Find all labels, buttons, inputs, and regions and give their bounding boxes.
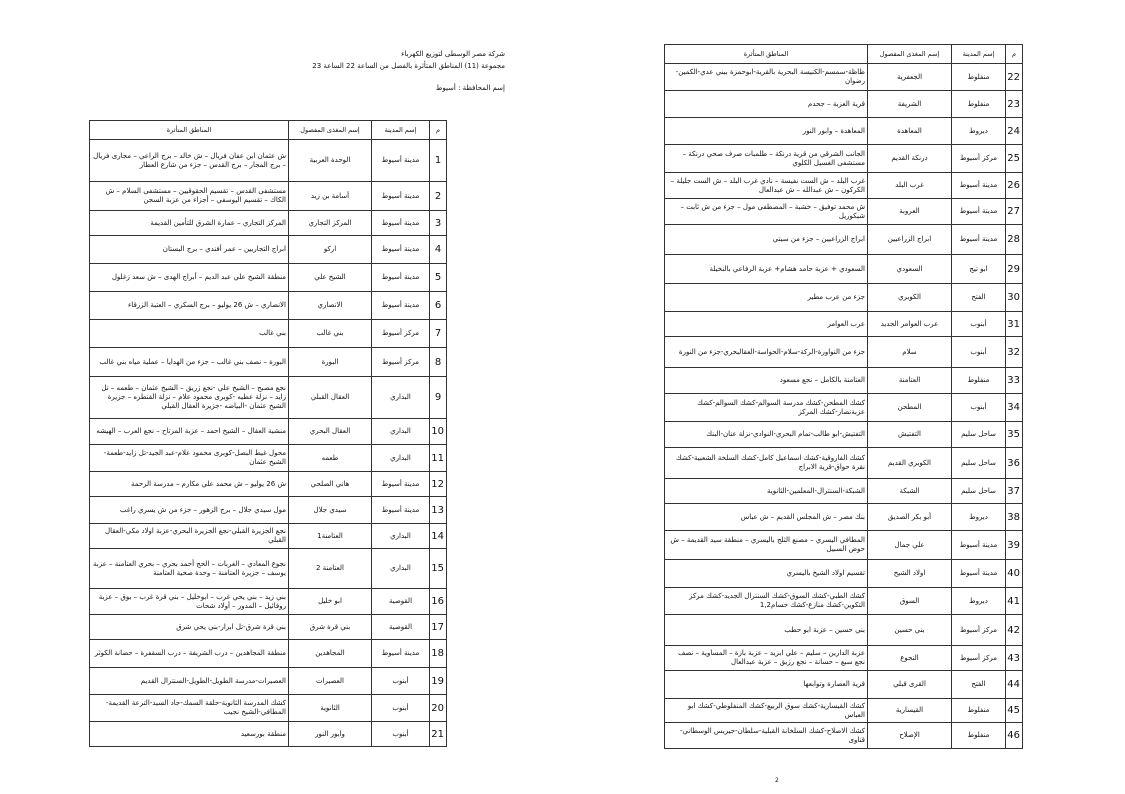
row-city: ابو تيج xyxy=(952,255,1006,284)
row-number: 33 xyxy=(1006,368,1023,394)
row-city: أبنوب xyxy=(952,394,1006,422)
row-areas: جزء من عرب مطير xyxy=(665,284,868,312)
row-number: 31 xyxy=(1006,312,1023,337)
row-feeder: الوحدة العربية xyxy=(289,140,372,182)
row-feeder: سيدي جلال xyxy=(289,497,372,524)
row-number: 22 xyxy=(1006,64,1023,91)
row-areas: عرب العوامر xyxy=(665,312,868,337)
row-number: 20 xyxy=(430,695,447,722)
row-number: 39 xyxy=(1006,531,1023,560)
table-row xyxy=(90,182,447,211)
row-number: 15 xyxy=(430,549,447,589)
row-city: مدينة أسيوط xyxy=(372,640,430,668)
row-number: 8 xyxy=(430,348,447,377)
row-areas: كشك الفاروقية-كشك اسماعيل كامل-كشك السلخة الشعبية-كشك نقرة حواق-قرية الابراج xyxy=(665,448,868,479)
row-city: مركز أسيوط xyxy=(372,320,430,348)
row-feeder: هاني الصلحي xyxy=(289,472,372,497)
row-areas: السعودي + عزبة حامد هشام+ عزبة الرفاعي بالنخيلة xyxy=(665,255,868,284)
row-number: 1 xyxy=(430,140,447,182)
table-row xyxy=(665,504,1023,531)
table-body-right xyxy=(665,64,1023,749)
page-number: 2 xyxy=(775,777,779,784)
row-number: 40 xyxy=(1006,560,1023,588)
row-feeder: علي جمال xyxy=(868,531,952,560)
row-feeder: السعودي xyxy=(868,255,952,284)
table-row xyxy=(90,264,447,292)
row-number: 29 xyxy=(1006,255,1023,284)
row-number: 30 xyxy=(1006,284,1023,312)
row-areas: المعاهدة – وابور النور xyxy=(665,118,868,145)
row-city: مركز أسيوط xyxy=(952,615,1006,646)
row-feeder: بني غالب xyxy=(289,320,372,348)
row-city: ديروط xyxy=(952,588,1006,615)
table-row xyxy=(90,722,447,747)
row-city: مدينة أسيوط xyxy=(372,472,430,497)
group-title: مجموعة (11) المناطق المتأثرة بالفصل من الساعة 22 الساعة 23 xyxy=(312,62,505,70)
row-city: البداري xyxy=(372,549,430,589)
table-row xyxy=(665,531,1023,560)
table-row xyxy=(665,615,1023,646)
row-city: مدينة أسيوط xyxy=(372,292,430,320)
table-row xyxy=(665,646,1023,671)
row-number: 44 xyxy=(1006,671,1023,699)
row-areas: منطقة بورسعيد xyxy=(90,722,289,747)
row-number: 23 xyxy=(1006,91,1023,118)
row-feeder: غرب البلد xyxy=(868,173,952,199)
row-number: 19 xyxy=(430,668,447,695)
row-city: أبنوب xyxy=(952,312,1006,337)
row-city: منفلوط xyxy=(952,368,1006,394)
row-feeder: المركز التجاري xyxy=(289,211,372,236)
row-city: مدينة أسيوط xyxy=(372,497,430,524)
row-feeder: الشبكة xyxy=(868,479,952,504)
row-city: مدينة أسيوط xyxy=(952,560,1006,588)
table-row xyxy=(90,589,447,615)
row-areas: الجانب الشرقي من قرية درنكة – طلمبات صرف صحي درنكة – مستشفى الغسيل الكلوي xyxy=(665,145,868,173)
row-number: 2 xyxy=(430,182,447,211)
table-row xyxy=(665,368,1023,394)
table-header-row xyxy=(665,45,1023,64)
col-header-areas: المناطق المتأثرة xyxy=(90,121,289,140)
row-city: مدينة أسيوط xyxy=(372,211,430,236)
row-city: مدينة أسيوط xyxy=(372,182,430,211)
row-feeder: ابراج الزراعيين xyxy=(868,225,952,255)
row-city: مدينة أسيوط xyxy=(372,140,430,182)
table-row xyxy=(90,140,447,182)
table-body-left xyxy=(90,140,447,747)
row-areas: نجوع المعادي – الغربات – الحج أحمد بحري – بحري العتامنة – عزبة يوسف – جزيرة العتامنة – وحدة صحية العتامنة xyxy=(90,549,289,589)
row-city: القوصية xyxy=(372,589,430,615)
row-number: 42 xyxy=(1006,615,1023,646)
row-areas: العتامنة بالكامل – نجع مسعود xyxy=(665,368,868,394)
table-row xyxy=(90,549,447,589)
row-number: 3 xyxy=(430,211,447,236)
row-number: 10 xyxy=(430,419,447,445)
row-feeder: الإصلاح xyxy=(868,723,952,749)
row-areas: ش 26 يوليو – ش محمد علي مكارم – مدرسة الرحمة xyxy=(90,472,289,497)
row-areas: قرية العزبة – جحدم xyxy=(665,91,868,118)
row-feeder: العقال القبلي xyxy=(289,377,372,419)
row-city: مدينة أسيوط xyxy=(372,236,430,264)
row-areas: كشك الطبي-كشك السوق-كشك السنترال الجديد-كشك مركز التكوين-كشك منازع-كشك حسام1,2 xyxy=(665,588,868,615)
row-number: 18 xyxy=(430,640,447,668)
row-number: 7 xyxy=(430,320,447,348)
row-areas: قرية العصارة وتوابعها xyxy=(665,671,868,699)
row-feeder: درنكة القديم xyxy=(868,145,952,173)
row-number: 25 xyxy=(1006,145,1023,173)
row-number: 17 xyxy=(430,615,447,640)
row-number: 21 xyxy=(430,722,447,747)
row-number: 41 xyxy=(1006,588,1023,615)
row-feeder: الانصاري xyxy=(289,292,372,320)
row-areas: نجع الجزيرة القبلي-نجع الجزيرة البحري-عزبة اولاد مكي-العقال القبلي xyxy=(90,524,289,549)
row-areas: منشية العقال – الشيخ احمد – عزبة المرتاح – نجع العرب – الهيشه xyxy=(90,419,289,445)
table-row xyxy=(90,497,447,524)
row-city: ساحل سليم xyxy=(952,448,1006,479)
row-number: 27 xyxy=(1006,199,1023,225)
row-areas: بني قرة شرق-تل ابرار-بني يحي شرق xyxy=(90,615,289,640)
table-row xyxy=(665,91,1023,118)
company-name: شركة مصر الوسطى لتوزيع الكهرباء xyxy=(401,50,505,58)
row-areas: كشك المطحن-كشك مدرسة السوالم-كشك السوالم-كشك عزبةنصار-كشك المركز xyxy=(665,394,868,422)
table-row xyxy=(665,118,1023,145)
row-areas: ظاظة-سمسم-الكنيسة البحرية بالقرية-ابوحمزة ببني عدي-الكمين-رضوان xyxy=(665,64,868,91)
row-feeder: القرى قبلي xyxy=(868,671,952,699)
row-feeder: أسامة بن زيد xyxy=(289,182,372,211)
row-number: 43 xyxy=(1006,646,1023,671)
row-number: 35 xyxy=(1006,422,1023,448)
row-feeder: الثانوية xyxy=(289,695,372,722)
row-city: منفلوط xyxy=(952,699,1006,723)
row-areas: منطقة المجاهدين – درب الشريفة – درب السقفرة – حضانة الكوثر xyxy=(90,640,289,668)
col-header-feeder: إسم المغذى المفصول xyxy=(868,45,952,64)
table-row xyxy=(665,422,1023,448)
row-city: ديروط xyxy=(952,118,1006,145)
row-number: 11 xyxy=(430,445,447,472)
row-feeder: العتامنة 2 xyxy=(289,549,372,589)
row-feeder: المجاهدين xyxy=(289,640,372,668)
col-header-city: إسم المدينة xyxy=(952,45,1006,64)
row-city: القوصية xyxy=(372,615,430,640)
row-number: 38 xyxy=(1006,504,1023,531)
table-row xyxy=(665,225,1023,255)
row-city: ساحل سليم xyxy=(952,422,1006,448)
col-header-feeder: إسم المغذى المفصول xyxy=(289,121,372,140)
row-feeder: عرب العوامر الجديد xyxy=(868,312,952,337)
row-areas: نجع مصبح – الشيخ علي -نجع زريق – الشيخ عثمان – طعمه – تل زايد – نزلة عطيه -كوبرى محمود علام – نزلة القنطره – جزيرة الشيخ عثمان -البياضه -جزيرة العقال القبلي xyxy=(90,377,289,419)
row-city: مدينة أسيوط xyxy=(952,199,1006,225)
row-city: الفتح xyxy=(952,671,1006,699)
row-areas: بنك مصر – ش المجلس القديم – ش عباس xyxy=(665,504,868,531)
table-row xyxy=(665,723,1023,749)
row-feeder: الشيخ علي xyxy=(289,264,372,292)
table-row xyxy=(665,448,1023,479)
row-city: البداري xyxy=(372,377,430,419)
row-areas: جزء من النواورة-الركة-سلام-الحواسة-العقالبحري-جزء من النورة xyxy=(665,337,868,368)
table-row xyxy=(665,394,1023,422)
row-city: مركز أسيوط xyxy=(952,145,1006,173)
row-city: منفلوط xyxy=(952,723,1006,749)
table-row xyxy=(665,588,1023,615)
outage-table-right xyxy=(664,44,1023,749)
col-header-num: م xyxy=(1006,45,1023,64)
row-feeder: الكوبري القديم xyxy=(868,448,952,479)
row-feeder: اركو xyxy=(289,236,372,264)
row-number: 32 xyxy=(1006,337,1023,368)
table-header-row xyxy=(90,121,447,140)
row-number: 34 xyxy=(1006,394,1023,422)
row-number: 13 xyxy=(430,497,447,524)
row-areas: كشك المدرسة الثانوية-حلقة السمك-جاد السيد-الترعة القديمة-المطافي-الشيخ نجيب xyxy=(90,695,289,722)
table-row xyxy=(665,173,1023,199)
table-row xyxy=(665,560,1023,588)
row-feeder: الجعفرية xyxy=(868,64,952,91)
row-feeder: العروبة xyxy=(868,199,952,225)
governorate-label: إسم المحافظة : أسيوط xyxy=(435,84,505,92)
row-number: 5 xyxy=(430,264,447,292)
row-areas: بني غالب xyxy=(90,320,289,348)
table-row xyxy=(90,377,447,419)
row-feeder: الشريفة xyxy=(868,91,952,118)
row-areas: بني حسين – عزبة ابو حطب xyxy=(665,615,868,646)
row-areas: عزبة الدارين – سليم – علي ابزيد – عزبة بازة – المساوية – نصف نجع سبع – حسانة – نجع رزيق – عزبة عبدالعال xyxy=(665,646,868,671)
row-feeder: العتامنة1 xyxy=(289,524,372,549)
row-number: 12 xyxy=(430,472,447,497)
row-number: 46 xyxy=(1006,723,1023,749)
row-number: 28 xyxy=(1006,225,1023,255)
table-row xyxy=(665,699,1023,723)
row-areas: مول سيدي جلال – برج الزهور – جزء من ش يسري راغب xyxy=(90,497,289,524)
row-feeder: النجوع xyxy=(868,646,952,671)
row-feeder: بني حسين xyxy=(868,615,952,646)
row-areas: ش عثمان ابن عفان فريال – ش خالد – برج الراعي – مجارى فريال – برج المجار – برج القدس – جزء من شارع العطار xyxy=(90,140,289,182)
table-row xyxy=(90,615,447,640)
row-number: 14 xyxy=(430,524,447,549)
row-feeder: أبو بكر الصديق xyxy=(868,504,952,531)
table-row xyxy=(90,211,447,236)
table-row xyxy=(90,472,447,497)
row-feeder: الكوبري xyxy=(868,284,952,312)
row-city: مدينة أسيوط xyxy=(952,225,1006,255)
row-feeder: السوق xyxy=(868,588,952,615)
row-number: 26 xyxy=(1006,173,1023,199)
row-city: ديروط xyxy=(952,504,1006,531)
row-number: 24 xyxy=(1006,118,1023,145)
row-areas: العصيرات-مدرسة الطويل-الطويل-السنترال القديم xyxy=(90,668,289,695)
row-feeder: العقال البحري xyxy=(289,419,372,445)
row-feeder: القيسارية xyxy=(868,699,952,723)
table-row xyxy=(665,255,1023,284)
row-areas: التفتيش-ابو طالب-تمام البحري-النوادي-نزلة عنان-البنك xyxy=(665,422,868,448)
row-feeder: العتامنة xyxy=(868,368,952,394)
table-row xyxy=(90,695,447,722)
row-feeder: المطحن xyxy=(868,394,952,422)
row-areas: مستشفى القدس – تقسيم الحقوقيين – مستشفى السلام – ش الكاك – تقسيم اليوسفي – أجزاء من عزبة السجن xyxy=(90,182,289,211)
row-city: مدينة أسيوط xyxy=(952,173,1006,199)
col-header-city: إسم المدينة xyxy=(372,121,430,140)
row-city: أبنوب xyxy=(372,722,430,747)
row-areas: البورة – نصف بني غالب – جزء من الهدايا – عملية مياه بني غالب xyxy=(90,348,289,377)
table-row xyxy=(90,445,447,472)
row-feeder: ابو خليل xyxy=(289,589,372,615)
table-row xyxy=(665,479,1023,504)
row-city: مركز أسيوط xyxy=(952,646,1006,671)
row-city: مدينة أسيوط xyxy=(372,264,430,292)
row-feeder: التفتيش xyxy=(868,422,952,448)
row-feeder: بني قرة شرق xyxy=(289,615,372,640)
row-feeder: طعمه xyxy=(289,445,372,472)
row-number: 45 xyxy=(1006,699,1023,723)
row-city: البداري xyxy=(372,445,430,472)
table-row xyxy=(665,145,1023,173)
row-feeder: العصيرات xyxy=(289,668,372,695)
row-city: منفلوط xyxy=(952,91,1006,118)
row-city: أبنوب xyxy=(372,668,430,695)
table-row xyxy=(90,292,447,320)
row-areas: ش محمد توفيق – خشبة – المصطفى مول – جزء من ش ثابت – شيكوريل xyxy=(665,199,868,225)
row-number: 4 xyxy=(430,236,447,264)
table-row xyxy=(90,348,447,377)
row-city: أبنوب xyxy=(372,695,430,722)
row-areas: الانصاري – ش 26 يوليو – برج السكري – العتبة الزرقاء xyxy=(90,292,289,320)
table-row xyxy=(90,640,447,668)
row-areas: منطقة الشيخ علي عبد الديم – أبراج الهدى – ش سعد زغلول xyxy=(90,264,289,292)
row-number: 16 xyxy=(430,589,447,615)
row-number: 36 xyxy=(1006,448,1023,479)
row-areas: المطافي اليسري – مصنع الثلج باليسري – منطقة سيد القديمة – ش حوض السبيل xyxy=(665,531,868,560)
table-row xyxy=(90,668,447,695)
row-number: 6 xyxy=(430,292,447,320)
table-row xyxy=(90,236,447,264)
row-city: مدينة أسيوط xyxy=(952,531,1006,560)
row-areas: ابراج التجاريين – عمر أفندي – برج البستان xyxy=(90,236,289,264)
table-row xyxy=(90,419,447,445)
table-row xyxy=(665,64,1023,91)
row-city: ساحل سليم xyxy=(952,479,1006,504)
table-row xyxy=(665,199,1023,225)
table-row xyxy=(665,671,1023,699)
row-city: الفتح xyxy=(952,284,1006,312)
table-row xyxy=(665,337,1023,368)
table-row xyxy=(665,284,1023,312)
row-city: البداري xyxy=(372,524,430,549)
row-areas: محول غيط البصل-كوبرى محمود علام-عبد الجيد-تل زايد-طعمة-الشيخ عثمان xyxy=(90,445,289,472)
row-feeder: وابور النور xyxy=(289,722,372,747)
table-row xyxy=(90,524,447,549)
row-areas: كشك القيسارية-كشك سوق الربيع-كشك المنفلوطي-كشك ابو العباس xyxy=(665,699,868,723)
outage-table-left xyxy=(89,120,447,747)
document-header xyxy=(245,48,505,94)
row-areas: الشبكة-السنترال-المعلمين-الثانوية xyxy=(665,479,868,504)
row-city: منفلوط xyxy=(952,64,1006,91)
row-city: أبنوب xyxy=(952,337,1006,368)
row-feeder: البورة xyxy=(289,348,372,377)
row-number: 9 xyxy=(430,377,447,419)
row-areas: المركز التجاري – عمارة الشرق للتأمين القديمة xyxy=(90,211,289,236)
row-areas: بني زيد – بني يحي غرب – ابوخليل – بني قرة غرب – بوق – عزبة روفائيل – المدور – أولاد شحات xyxy=(90,589,289,615)
row-city: البداري xyxy=(372,419,430,445)
row-areas: كشك الاصلاح-كشك السلخانة القبلية-سلطان-جيريس الوسطاني-قناوى xyxy=(665,723,868,749)
col-header-areas: المناطق المتأثرة xyxy=(665,45,868,64)
row-number: 37 xyxy=(1006,479,1023,504)
table-row xyxy=(665,312,1023,337)
row-areas: تقسيم اولاد الشيخ باليسري xyxy=(665,560,868,588)
col-header-num: م xyxy=(430,121,447,140)
row-areas: غرب البلد – ش الست نفيسة – نادي غرب البلد – ش الست جليلة – الكركون – ش عبدالله – ش عبدالعال xyxy=(665,173,868,199)
row-areas: ابراج الزراعيين – جزء من سيتي xyxy=(665,225,868,255)
row-feeder: اولاد الشيخ xyxy=(868,560,952,588)
row-feeder: المعاهدة xyxy=(868,118,952,145)
row-city: مركز أسيوط xyxy=(372,348,430,377)
table-row xyxy=(90,320,447,348)
row-feeder: سلام xyxy=(868,337,952,368)
